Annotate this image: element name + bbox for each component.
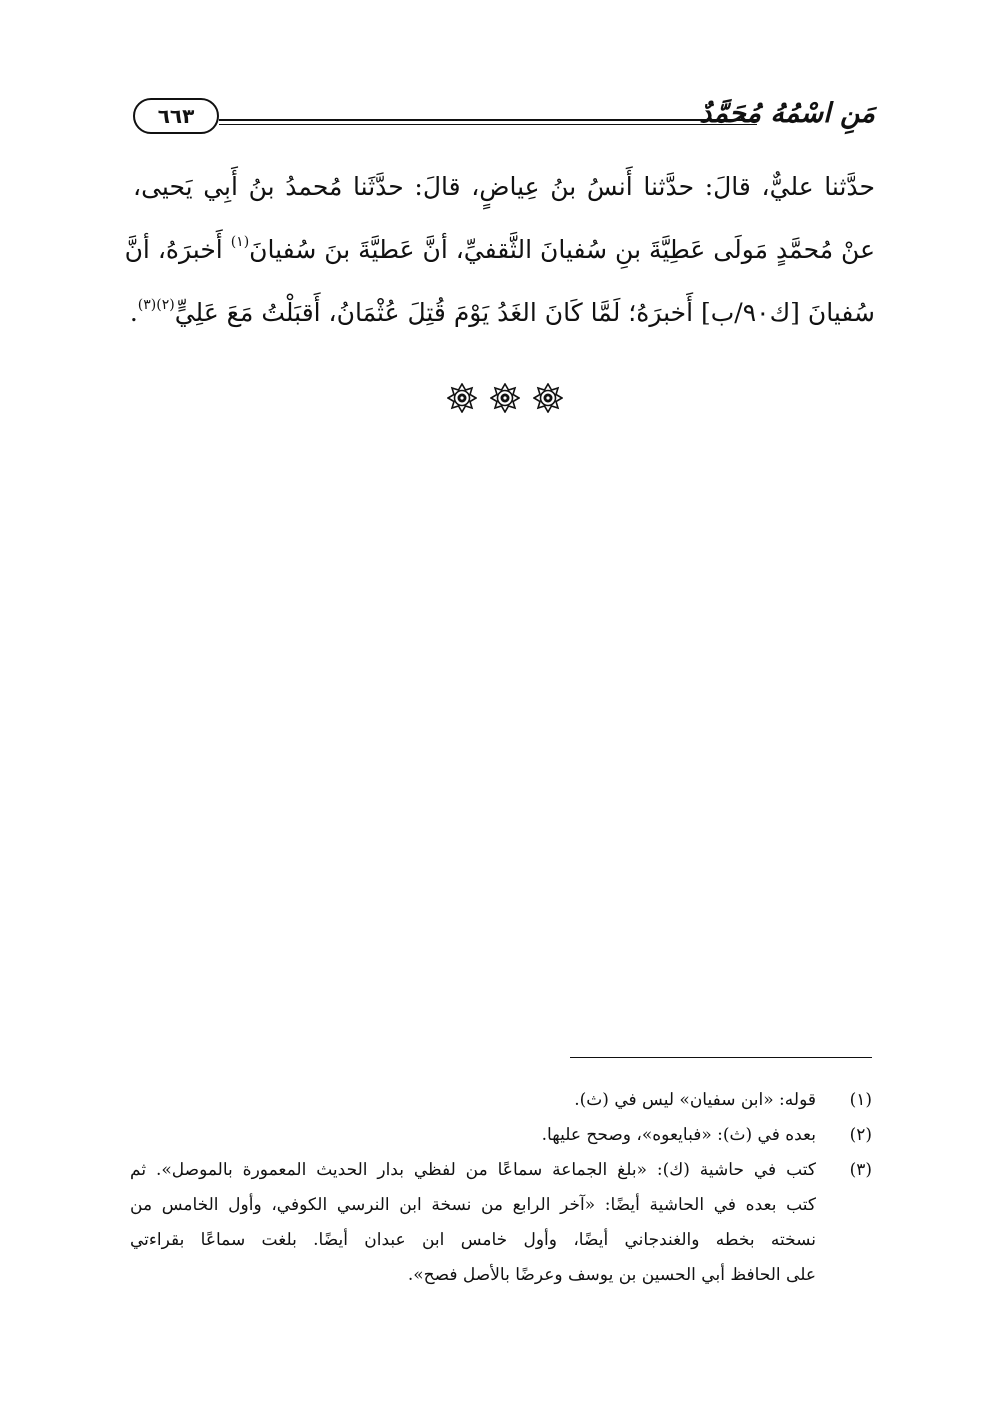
main-text-line [133, 160, 875, 223]
footnote-number: (١) [849, 1090, 872, 1110]
footnote-text: على الحافظ أبي الحسين بن يوسف وعرضًا بالأصل فصح». [407, 1265, 816, 1285]
main-text-line-1: حدَّثنا عليٌّ، قالَ: حدَّثنا أَنسُ بنُ عِياضٍ، قالَ: حدَّثَنا مُحمدُ بنُ أَبِي يَحيى، [133, 172, 875, 201]
main-text-line [124, 223, 875, 286]
page-number: ٦٦٣ [133, 98, 219, 134]
footnote-item [130, 1083, 872, 1118]
section-ornaments [447, 383, 563, 413]
footnote-text: كتب بعده في الحاشية أيضًا: «آخر الرابع من نسخة ابن النرسي الكوفي، وأول الخامس من [130, 1195, 816, 1215]
footnote-marker-1: (١) [230, 234, 250, 250]
footnote-marker-3: (٣) [137, 297, 157, 313]
header-rule [219, 119, 757, 121]
main-text-line-2-end: أَخبرَهُ، أنَّ [124, 235, 223, 264]
footnote-separator [570, 1057, 872, 1058]
main-text-final-period: . [129, 298, 138, 327]
footnote-text: بعده في (ث): «فبايعوه»، وصحح عليها. [541, 1125, 816, 1145]
footnote-marker-2: (٢) [156, 297, 175, 313]
footnote-text: نسخته بخطه والغندجاني أيضًا، وأول خامس ابن عبدان أيضًا. بلغت سماعًا بقراءتي [130, 1230, 816, 1250]
main-text-line-3: سُفيانَ [ك٩٠/ب] أَخبرَهُ؛ لَمَّا كَانَ الغَدُ يَوْمَ قُتِلَ عُثْمَانُ، أَقبَلْتُ مَعَ عَلِيٍّ [174, 298, 875, 327]
footnote-item [130, 1118, 872, 1153]
flower-ornament-icon [447, 383, 477, 413]
main-text-line-2: عنْ مُحمَّدٍ مَولَى عَطِيَّةَ بنِ سُفيانَ الثَّقفيِّ، أنَّ عَطيَّةَ بنَ سُفيانَ [249, 235, 875, 264]
footnote-text: قوله: «ابن سفيان» ليس في (ث). [574, 1090, 816, 1110]
footnote-number: (٢) [849, 1125, 872, 1145]
footnotes [130, 1083, 872, 1293]
footnote-number: (٣) [849, 1160, 872, 1180]
flower-ornament-icon [533, 383, 563, 413]
footnote-item [130, 1153, 872, 1293]
footnote-text: كتب في حاشية (ك): «بلغ الجماعة سماعًا من لفظي بدار الحديث المعمورة بالموصل». ثم [130, 1160, 816, 1180]
page-header [133, 96, 875, 136]
main-text [124, 160, 875, 349]
flower-ornament-icon [490, 383, 520, 413]
main-text-line [129, 286, 875, 349]
running-title: مَنِ اسْمُهُ مُحَمَّدٌ [699, 98, 875, 129]
